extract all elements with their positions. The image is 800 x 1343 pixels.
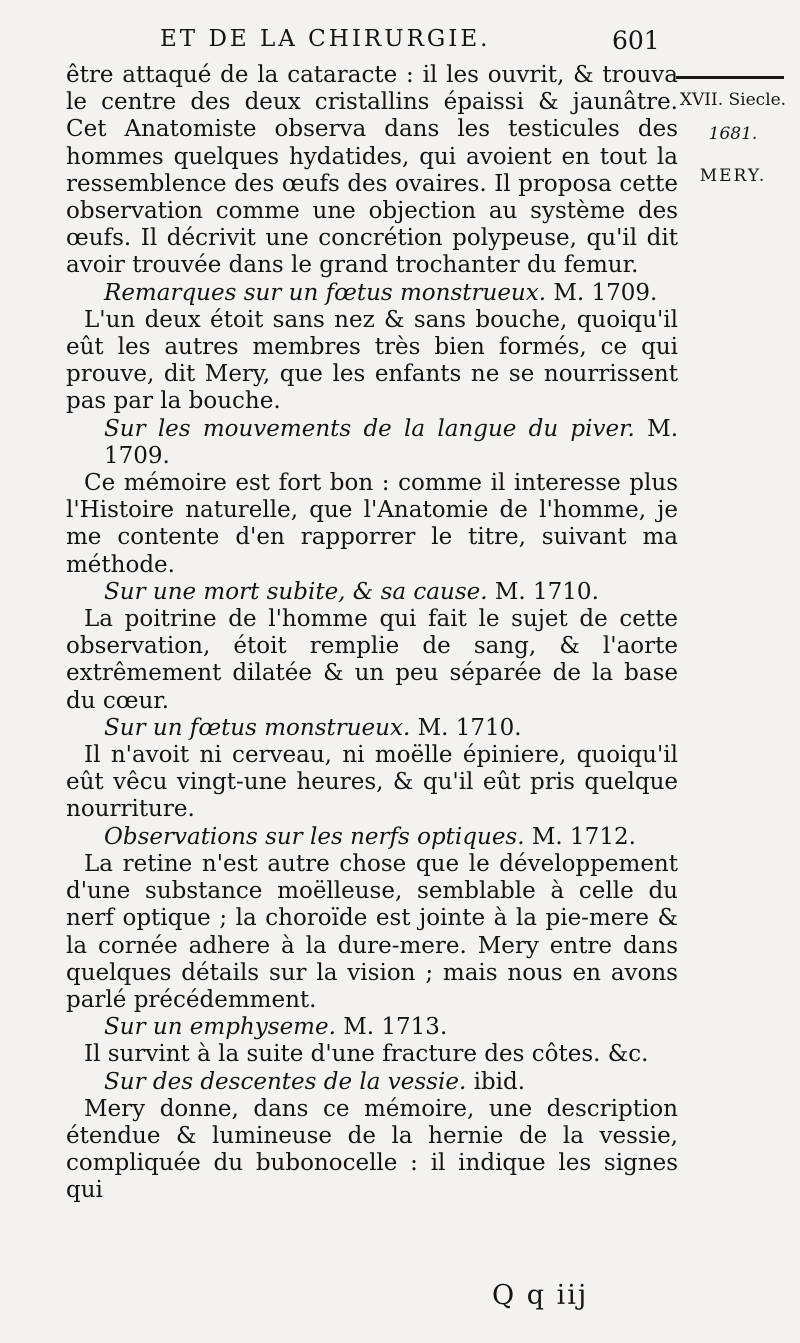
running-head: ET DE LA CHIRURGIE. xyxy=(160,26,491,52)
body-text xyxy=(66,62,678,1205)
heading-title: Sur une mort subite, & sa cause. xyxy=(104,578,488,605)
margin-note-century: XVII. Siecle. xyxy=(679,90,787,110)
section-heading-foetus-1709 xyxy=(66,280,678,307)
paragraph-emphyseme: Il survint à la suite d'une fracture des côtes. &c. xyxy=(84,1041,649,1068)
heading-title: Sur des descentes de la vessie. xyxy=(104,1068,467,1095)
heading-title: Remarques sur un fœtus monstrueux. xyxy=(104,279,547,306)
section-heading-nerfs-optiques xyxy=(66,824,678,851)
section-heading-piver xyxy=(66,416,678,470)
margin-note-author: MERY. xyxy=(699,166,767,186)
paragraph-mort-subite: La poitrine de l'homme qui fait le sujet de cette observation, étoit remplie de sang, & l'aorte extrêmement dilatée & un peu séparée de la base du cœur. xyxy=(66,606,678,714)
page-number: 601 xyxy=(612,26,660,55)
paragraph-foetus-1710: Il n'avoit ni cerveau, ni moëlle épiniere, quoiqu'il eût vêcu vingt-une heures, & qu'il eût pris quelque nourriture. xyxy=(66,742,678,823)
heading-reference: M. 1710. xyxy=(417,714,522,741)
margin-note-year: 1681. xyxy=(708,124,758,144)
paragraph-nerfs-optiques: La retine n'est autre chose que le développement d'une substance moëlleuse, semblable à celle du nerf optique ; la choroïde est jointe à la pie-mere & la cornée adhere à la dure-mere. Mery entre dans quelques détails sur la vision ; mais nous en avons parlé précédemment. xyxy=(66,850,678,1013)
section-heading-vessie xyxy=(66,1069,678,1096)
section-heading-mort-subite xyxy=(66,579,678,606)
paragraph-foetus-1709: L'un deux étoit sans nez & sans bouche, quoiqu'il eût les autres membres très bien formés, ce qui prouve, dit Mery, que les enfants ne se nourrissent pas par la bouche. xyxy=(66,306,678,415)
margin-rule xyxy=(676,76,784,79)
heading-title: Sur les mouvements de la langue du piver. xyxy=(104,415,635,442)
heading-reference: M. 1709. xyxy=(104,415,679,469)
heading-reference: M. 1710. xyxy=(494,578,599,605)
heading-title: Sur un fœtus monstrueux. xyxy=(104,714,411,741)
signature-mark: Q q iij xyxy=(492,1280,589,1311)
heading-reference: M. 1709. xyxy=(553,279,658,306)
paragraph-piver: Ce mémoire est fort bon : comme il interesse plus l'Histoire naturelle, que l'Anatomie de l'homme, je me contente d'en rapporrer le titre, suivant ma méthode. xyxy=(66,470,678,578)
heading-reference: M. 1713. xyxy=(343,1014,448,1041)
paragraph-vessie: Mery donne, dans ce mémoire, une description étendue & lumineuse de la hernie de la vessie, compliquée du bubonocelle : il indique les signes qui xyxy=(66,1095,678,1204)
section-heading-emphyseme xyxy=(66,1014,678,1041)
section-heading-foetus-1710 xyxy=(66,715,678,742)
paragraph-cataracte: être attaqué de la cataracte : il les ouvrit, & trouva le centre des deux cristallins épaissi & jaunâtre. Cet Anatomiste observa dans les testicules des hommes quelques hydatides, qui avoient en tout la ressemblence des œufs des ovaires. Il proposa cette observation comme une objection au système des œufs. Il décrivit une concrétion polypeuse, qu'il dit avoir trouvée dans le grand trochanter du femur. xyxy=(66,62,678,279)
heading-title: Observations sur les nerfs optiques. xyxy=(104,823,525,850)
heading-title: Sur un emphyseme. xyxy=(104,1014,336,1041)
heading-reference: ibid. xyxy=(473,1068,526,1095)
heading-reference: M. 1712. xyxy=(531,823,636,850)
